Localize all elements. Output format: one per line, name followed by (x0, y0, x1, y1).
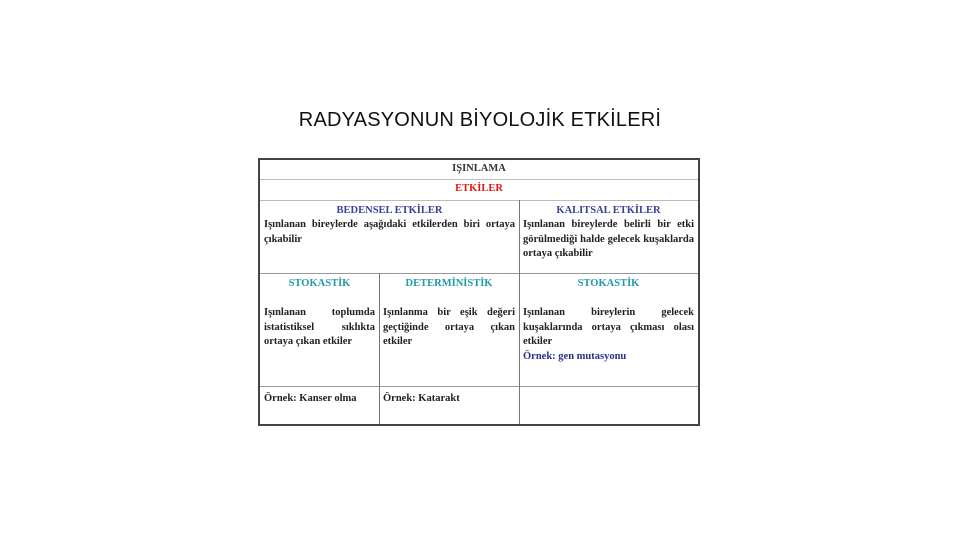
radiation-effects-table (258, 158, 700, 426)
kalitsal-stokastik-text: Işınlanan bireylerin gelecek kuşaklarında ortaya çıkması olası etkiler (523, 307, 694, 347)
deterministik-heading: DETERMİNİSTİK (405, 278, 493, 289)
example-katarakt: Örnek: Katarakt (383, 393, 460, 404)
kalitsal-heading: KALITSAL ETKİLER (556, 205, 661, 216)
stokastik-heading-1: STOKASTİK (288, 278, 351, 289)
bedensel-heading: BEDENSEL ETKİLER (336, 205, 443, 216)
kalitsal-text: Işınlanan bireylerde belirli bir etki görülmediği halde gelecek kuşaklarda ortaya çıkabilir (523, 219, 694, 259)
header-ishinlama: IŞINLAMA (452, 163, 506, 174)
bedensel-text: Işınlanan bireylerde aşağıdaki etkilerden biri ortaya çıkabilir (264, 219, 515, 245)
header-etkiler: ETKİLER (455, 183, 503, 194)
deterministik-text: Işınlanma bir eşik değeri geçtiğinde ortaya çıkan etkiler (383, 307, 515, 347)
example-kanser: Örnek: Kanser olma (264, 393, 357, 404)
stokastik-text-1: Işınlanan toplumda istatistiksel sıklıkta ortaya çıkan etkiler (264, 307, 375, 347)
stokastik-heading-2: STOKASTİK (577, 278, 640, 289)
example-gen-mutasyonu: Örnek: gen mutasyonu (523, 351, 627, 362)
page-title: RADYASYONUN BİYOLOJİK ETKİLERİ (298, 109, 662, 131)
